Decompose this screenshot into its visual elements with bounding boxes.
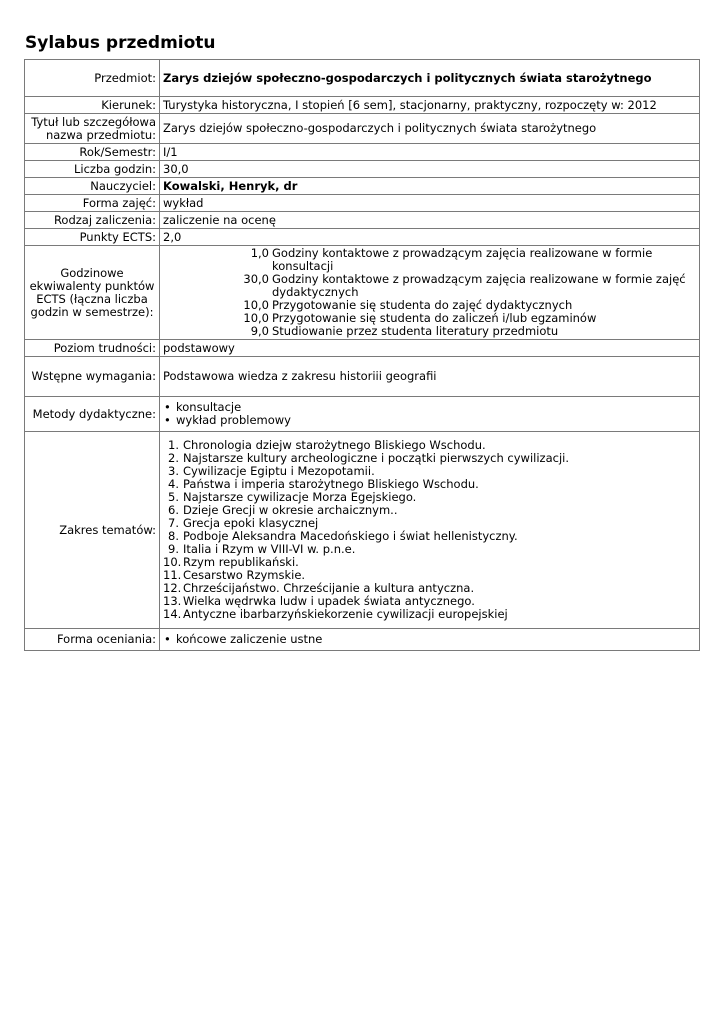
hours-description: Godziny kontaktowe z prowadzącym zajęcia realizowane w formie konsultacji xyxy=(272,246,653,273)
topic-text: Chrześcijaństwo. Chrześcijanie a kultura antyczna. xyxy=(183,581,475,595)
topic-number: 3. xyxy=(168,464,179,478)
hours-value: 10,0 xyxy=(243,311,269,325)
topic-text: Podboje Aleksandra Macedońskiego i świat hellenistyczny. xyxy=(183,529,518,543)
row-ocenianie xyxy=(25,629,700,651)
syllabus-table xyxy=(24,59,700,651)
label-tytul: Tytuł lub szczegółowa nazwa przedmiotu: xyxy=(25,114,160,144)
row-rok xyxy=(25,144,700,161)
label-ekwiwalenty: Godzinowe ekwiwalenty punktów ECTS (łączna liczba godzin w semestrze): xyxy=(25,246,160,340)
value-poziom: podstawowy xyxy=(160,340,700,357)
label-rodzaj: Rodzaj zaliczenia: xyxy=(25,212,160,229)
value-ocenianie xyxy=(160,629,700,651)
hours-value: 10,0 xyxy=(243,298,269,312)
list-item xyxy=(163,414,696,427)
topic-number: 1. xyxy=(168,438,179,452)
row-nauczyciel xyxy=(25,178,700,195)
bullet-icon: • xyxy=(164,400,171,414)
label-ects: Punkty ECTS: xyxy=(25,229,160,246)
topic-text: Cesarstwo Rzymskie. xyxy=(183,568,306,582)
value-przedmiot: Zarys dziejów społeczno-gospodarczych i politycznych świata starożytnego xyxy=(160,60,700,97)
topic-number: 11. xyxy=(163,568,182,582)
topic-text: Grecja epoki klasycznej xyxy=(183,516,319,530)
value-tytul: Zarys dziejów społeczno-gospodarczych i politycznych świata starożytnego xyxy=(160,114,700,144)
topic-number: 12. xyxy=(163,581,182,595)
label-nauczyciel: Nauczyciel: xyxy=(25,178,160,195)
row-metody xyxy=(25,397,700,432)
topic-text: Państwa i imperia starożytnego Bliskiego Wschodu. xyxy=(183,477,479,491)
topic-text: Dzieje Grecji w okresie archaicznym.. xyxy=(183,503,398,517)
row-tytul xyxy=(25,114,700,144)
row-godziny xyxy=(25,161,700,178)
value-rok: I/1 xyxy=(160,144,700,161)
hours-description: Godziny kontaktowe z prowadzącym zajęcia realizowane w formie zajęć dydaktycznych xyxy=(272,272,686,299)
topic-number: 10. xyxy=(163,555,182,569)
label-przedmiot: Przedmiot: xyxy=(25,60,160,97)
hours-item xyxy=(163,273,696,299)
value-kierunek: Turystyka historyczna, I stopień [6 sem], stacjonarny, praktyczny, rozpoczęty w: 2012 xyxy=(160,97,700,114)
label-godziny: Liczba godzin: xyxy=(25,161,160,178)
topic-text: Najstarsze kultury archeologiczne i początki pierwszych cywilizacji. xyxy=(183,451,569,465)
topic-text: Najstarsze cywilizacje Morza Egejskiego. xyxy=(183,490,417,504)
row-wymagania xyxy=(25,357,700,397)
hours-value: 30,0 xyxy=(243,272,269,286)
topic-number: 4. xyxy=(168,477,179,491)
bullet-icon: • xyxy=(164,632,171,646)
row-ekwiwalenty xyxy=(25,246,700,340)
value-zakres xyxy=(160,432,700,629)
topic-text: Wielka wędrwka ludw i upadek świata antycznego. xyxy=(183,594,475,608)
hours-description: Studiowanie przez studenta literatury przedmiotu xyxy=(272,324,559,338)
label-zakres: Zakres tematów: xyxy=(25,432,160,629)
value-rodzaj: zaliczenie na ocenę xyxy=(160,212,700,229)
topics-list xyxy=(163,439,696,621)
list-item xyxy=(163,633,696,646)
topic-number: 13. xyxy=(163,594,182,608)
topic-text: Antyczne ibarbarzyńskiekorzenie cywilizacji europejskiej xyxy=(183,607,508,621)
label-ocenianie: Forma oceniania: xyxy=(25,629,160,651)
value-ekwiwalenty xyxy=(160,246,700,340)
topic-number: 8. xyxy=(168,529,179,543)
bullet-icon: • xyxy=(164,413,171,427)
topic-text: Cywilizacje Egiptu i Mezopotamii. xyxy=(183,464,375,478)
value-wymagania: Podstawowa wiedza z zakresu historiii geografii xyxy=(160,357,700,397)
topic-number: 9. xyxy=(168,542,179,556)
label-metody: Metody dydaktyczne: xyxy=(25,397,160,432)
assessment-list xyxy=(163,633,696,646)
hours-item xyxy=(163,325,696,338)
topic-number: 2. xyxy=(168,451,179,465)
topic-number: 5. xyxy=(168,490,179,504)
methods-list xyxy=(163,401,696,427)
value-godziny: 30,0 xyxy=(160,161,700,178)
hours-description: Przygotowanie się studenta do zajęć dydaktycznych xyxy=(272,298,573,312)
label-wymagania: Wstępne wymagania: xyxy=(25,357,160,397)
page-title: Sylabus przedmiotu xyxy=(25,33,216,53)
hours-value: 1,0 xyxy=(250,246,269,260)
row-poziom xyxy=(25,340,700,357)
hours-item xyxy=(163,247,696,273)
topic-text: Rzym republikański. xyxy=(183,555,299,569)
hours-description: Przygotowanie się studenta do zaliczeń i/lub egzaminów xyxy=(272,311,597,325)
list-item xyxy=(163,608,696,621)
hours-value: 9,0 xyxy=(250,324,269,338)
row-forma-zajec xyxy=(25,195,700,212)
row-rodzaj xyxy=(25,212,700,229)
value-forma-zajec: wykład xyxy=(160,195,700,212)
label-kierunek: Kierunek: xyxy=(25,97,160,114)
method-text: konsultacje xyxy=(176,400,242,414)
method-text: wykład problemowy xyxy=(176,413,291,427)
row-ects xyxy=(25,229,700,246)
topic-text: Italia i Rzym w VIII-VI w. p.n.e. xyxy=(183,542,356,556)
value-metody xyxy=(160,397,700,432)
label-forma-zajec: Forma zajęć: xyxy=(25,195,160,212)
topic-number: 7. xyxy=(168,516,179,530)
label-poziom: Poziom trudności: xyxy=(25,340,160,357)
topic-text: Chronologia dziejw starożytnego Bliskiego Wschodu. xyxy=(183,438,486,452)
assessment-text: końcowe zaliczenie ustne xyxy=(176,632,323,646)
value-ects: 2,0 xyxy=(160,229,700,246)
label-rok: Rok/Semestr: xyxy=(25,144,160,161)
value-nauczyciel: Kowalski, Henryk, dr xyxy=(160,178,700,195)
topic-number: 6. xyxy=(168,503,179,517)
row-kierunek xyxy=(25,97,700,114)
row-zakres xyxy=(25,432,700,629)
topic-number: 14. xyxy=(163,607,182,621)
row-przedmiot xyxy=(25,60,700,97)
